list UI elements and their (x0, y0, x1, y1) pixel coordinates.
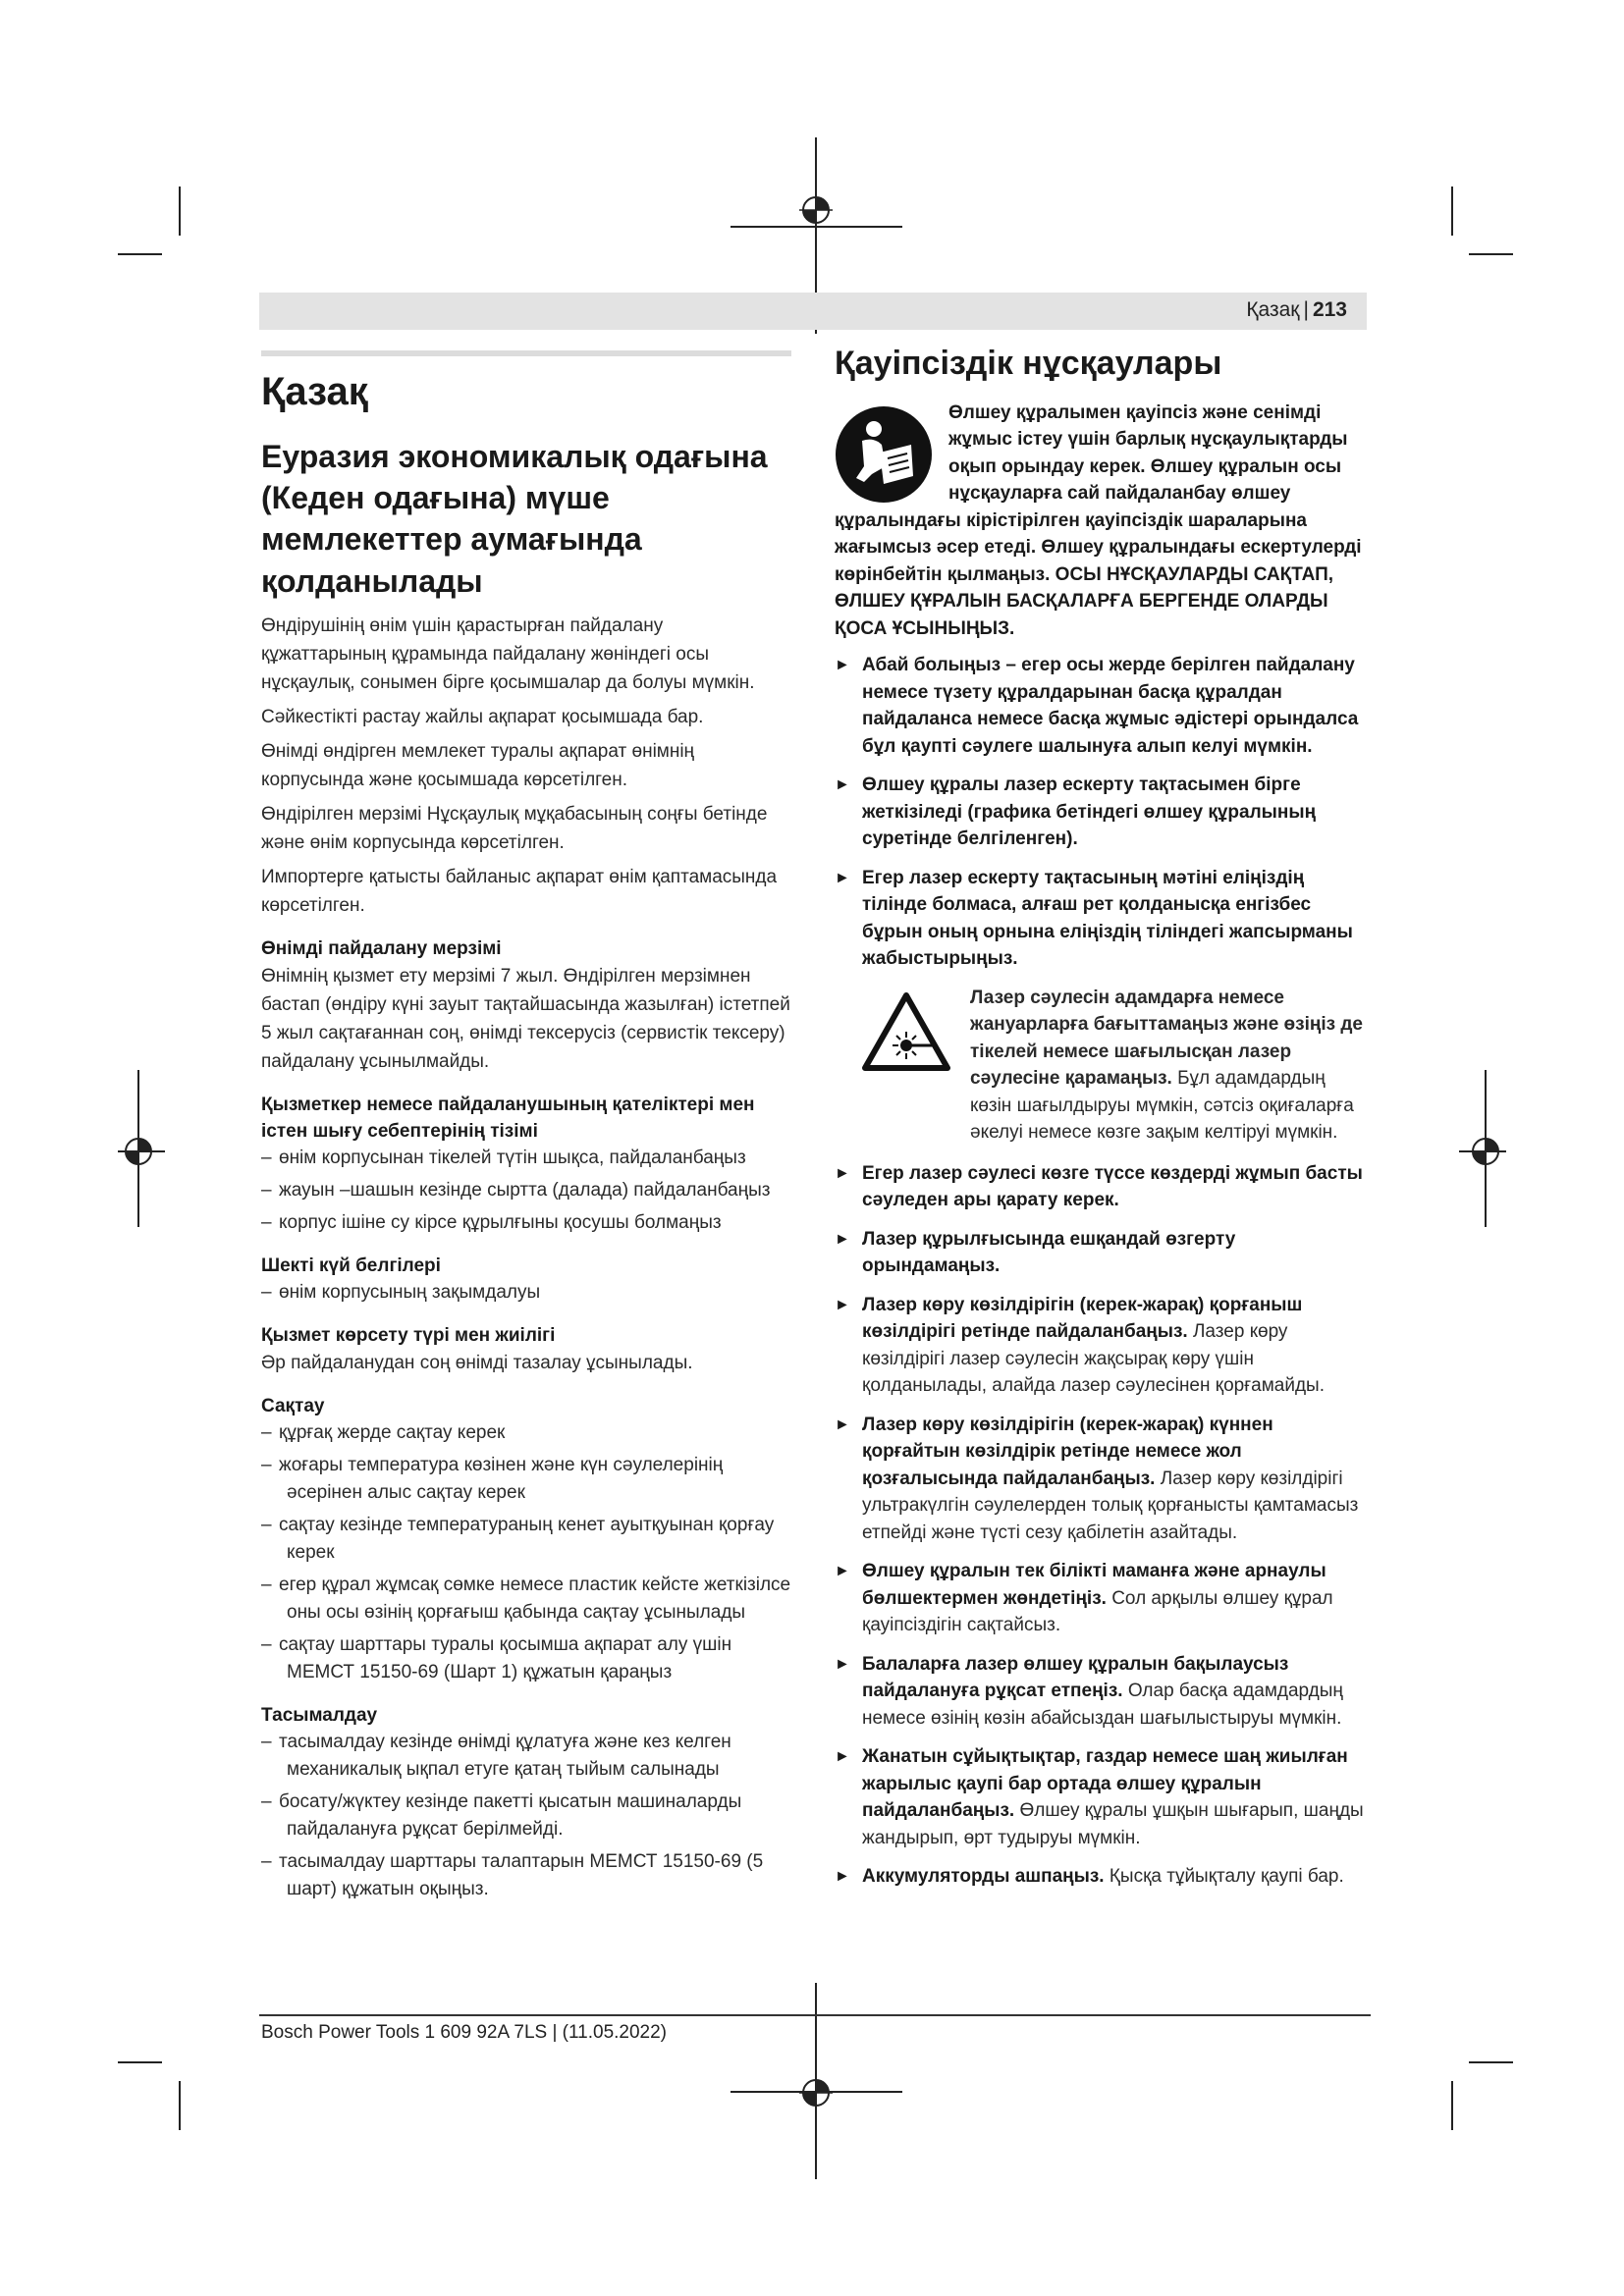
list-item: ► Балаларға лазер өлшеу құралын бақылаусыз пайдалануға рұқсат етпеңіз. Олар басқа адамдардың немесе өзінің көзін абайсыздан шағылыстыруы мүмкін. (835, 1651, 1371, 1733)
safety-list-a (835, 652, 1371, 973)
safety-intro (835, 400, 1371, 643)
intro-paragraph: Өндірілген мерзімі Нұсқаулық мұқабасының соңғы бетінде және өнім корпусында көрсетілген. (261, 803, 768, 853)
list-item: – сақтау кезінде температураның кенет ауытқуынан қорғау керек (261, 1514, 775, 1563)
list-item: ► Лазер көру көзілдірігін (керек-жарақ) күннен қорғайтын көзілдірік ретінде немесе жол қозғалысында пайдаланбаңыз. Лазер көру көзілдірігі ультракүлгін сәулелерден толық қорғанысты қамтамасыз етпейді және түсті сезу қабілетін азайтады. (835, 1412, 1371, 1547)
laser-warning-text: Лазер сәулесін адамдарға немесе жануарларға бағыттамаңыз және өзіңіз де тікелей немесе шағылысқан лазер сәулесіне қарамаңыз. Бұл адамдардың көзін шағылдыруы мүмкін, сәтсіз оқиғаларға әкелуі немесе көзге зақым келтіруі мүмкін. (970, 987, 1363, 1144)
failure-list (261, 1145, 791, 1237)
list-item: – босату/жүктеу кезінде пакетті қысатын машиналарды пайдалануға рұқсат берілмейді. (261, 1790, 742, 1840)
list-item: ► Өлшеу құралы лазер ескерту тақтасымен бірге жеткізіледі (графика бетіндегі өлшеу құралының суретінде белгіленген). (835, 772, 1371, 853)
bullet-arrow-icon: ► (835, 1655, 850, 1673)
bullet-arrow-icon: ► (835, 1563, 850, 1580)
storage-list (261, 1419, 791, 1686)
bullet-arrow-icon: ► (835, 1296, 850, 1313)
crop-mark (1451, 2081, 1453, 2130)
transport-list (261, 1729, 791, 1903)
service-heading: Қызмет көрсету түрі мен жиілігі (261, 1324, 556, 1346)
page-number: 213 (1312, 298, 1347, 321)
bullet-arrow-icon: ► (835, 1748, 850, 1766)
read-manual-icon (835, 405, 933, 504)
registration-mark-icon (799, 193, 833, 227)
list-item: – құрғақ жерде сақтау керек (261, 1421, 506, 1443)
list-item: – өнім корпусынан тікелей түтін шықса, пайдаланбаңыз (261, 1147, 746, 1168)
bullet-arrow-icon: ► (835, 869, 850, 886)
list-item: – өнім корпусының зақымдалуы (261, 1281, 541, 1303)
intro-paragraph: Импортерге қатысты байланыс ақпарат өнім қаптамасында көрсетілген. (261, 866, 778, 916)
limit-list (261, 1279, 791, 1307)
list-item: ► Егер лазер ескерту тақтасының мәтіні еліңіздің тілінде болмаса, алғаш рет қолданысқа енгізбес бұрын оның орнына еліңіздің тіліндегі жапсырманы жабыстырыңыз. (835, 865, 1371, 973)
intro-paragraph: Өндірушінің өнім үшін қарастырған пайдалану құжаттарының құрамында пайдалану жөніндегі осы нұсқаулық, сонымен бірге қосымшалар да болуы мүмкін. (261, 614, 755, 693)
list-item: – тасымалдау шарттары талаптарын МЕМСТ 15150-69 (5 шарт) құжатын оқыңыз. (261, 1850, 764, 1899)
bullet-arrow-icon: ► (835, 1164, 850, 1182)
page-header (259, 293, 1367, 330)
header-label (1246, 298, 1347, 322)
crop-mark (118, 2061, 162, 2063)
list-item: ► Жанатын сұйықтықтар, газдар немесе шаң жиылған жарылыс қаупі бар ортада өлшеу құралын пайдаланбаңыз. Өлшеу құралы ұшқын шығарып, шаңды жандырып, өрт тудыруы мүмкін. (835, 1743, 1371, 1851)
intro-paragraph: Сәйкестікті растау жайлы ақпарат қосымшада бар. (261, 706, 704, 727)
list-item: ► Лазер құрылғысында ешқандай өзгерту орындамаңыз. (835, 1226, 1371, 1280)
crop-mark (1469, 2061, 1513, 2063)
language-title: Қазақ (261, 370, 368, 413)
bullet-arrow-icon: ► (835, 657, 850, 674)
registration-mark-icon (122, 1135, 155, 1168)
list-item: ► Егер лазер сәулесі көзге түссе көздерді жұмып басты сәуледен ары қарату керек. (835, 1160, 1371, 1214)
laser-warning (862, 985, 1371, 1147)
header-section: Қазақ (1246, 298, 1300, 321)
list-item: – сақтау шарттары туралы қосымша ақпарат алу үшін МЕМСТ 15150-69 (Шарт 1) құжатын қараңыз (261, 1633, 732, 1682)
bullet-arrow-icon: ► (835, 776, 850, 794)
crop-mark (118, 253, 162, 255)
left-column (261, 349, 791, 1908)
list-item: ► Өлшеу құралын тек білікті маманға және арнаулы бөлшектермен жөндетіңіз. Сол арқылы өлшеу құрал қауіпсіздігін сақтайсыз. (835, 1558, 1371, 1639)
bullet-arrow-icon: ► (835, 1415, 850, 1433)
bullet-arrow-icon: ► (835, 1868, 850, 1886)
registration-mark-icon (799, 2076, 833, 2109)
safety-intro-text: Өлшеу құралымен қауіпсіз және сенімді жұмыс істеу үшін барлық нұсқаулықтарды оқып орындау керек. Өлшеу құралын осы нұсқауларға сай пайдаланбау өлшеу құралындағы кірістірілген қауіпсіздік шараларына жағымсыз әсер етеді. Өлшеу құралындағы ескертулерді көрінбейтін қылмаңыз. ОСЫ НҰСҚАУЛАРДЫ САҚТАП, ӨЛШЕУ ҚҰРАЛЫН БАСҚАЛАРҒА БЕРГЕНДЕ ОЛАРДЫ ҚОСА ҰСЫНЫҢЫЗ. (835, 401, 1362, 639)
list-item: ► Аккумуляторды ашпаңыз. Қысқа тұйықталу қаупі бар. (835, 1863, 1371, 1891)
limit-heading: Шекті күй белгілері (261, 1255, 441, 1276)
right-column (835, 345, 1371, 1902)
safety-list-b (835, 1160, 1371, 1891)
crop-mark (1451, 187, 1453, 236)
crop-mark (179, 187, 181, 236)
transport-heading: Тасымалдау (261, 1704, 378, 1726)
registration-mark-icon (1469, 1135, 1502, 1168)
bullet-arrow-icon: ► (835, 1230, 850, 1248)
list-item: – жауын –шашын кезінде сыртта (далада) пайдаланбаңыз (261, 1179, 771, 1201)
failure-heading: Қызметкер немесе пайдаланушының қателіктері мен істен шығу себептерінің тізімі (261, 1094, 755, 1142)
crop-mark (1469, 253, 1513, 255)
footer-rule (259, 2014, 1371, 2016)
list-item: – жоғары температура көзінен және күн сәулелерінің әсерінен алыс сақтау керек (261, 1454, 724, 1503)
footer-text: Bosch Power Tools 1 609 92A 7LS | (11.05.2022) (261, 2022, 668, 2043)
list-item: ► Лазер көру көзілдірігін (керек-жарақ) қорғаныш көзілдірігі ретінде пайдаланбаңыз. Лазер көру көзілдірігі лазер сәулесін жақсырақ көру үшін қолданылады, алайда лазер сәулесінен қорғамайды. (835, 1292, 1371, 1400)
crop-mark (179, 2081, 181, 2130)
service-text: Әр пайдаланудан соң өнімді тазалау ұсынылады. (261, 1352, 693, 1373)
header-separator: | (1303, 298, 1309, 321)
life-heading: Өнімді пайдалану мерзімі (261, 937, 502, 959)
life-text: Өнімнің қызмет ету мерзімі 7 жыл. Өндірілген мерзімнен бастап (өндіру күні зауыт тақтайшасында жазылған) істетпей 5 жыл сақтағаннан соң, өнімді тексерусіз (сервистік тексеру) пайдалану ұсынылмайды. (261, 965, 790, 1072)
list-item: – тасымалдау кезінде өнімді құлатуға және кез келген механикалық ықпал етуге қатаң тыйым салынады (261, 1731, 731, 1780)
region-heading: Еуразия экономикалық одағына (Кеден одағына) мүше мемлекеттер аумағында қолданылады (261, 439, 768, 599)
list-item: ► Абай болыңыз – егер осы жерде берілген пайдалану немесе түзету құралдарынан басқа құралдан пайдаланса немесе басқа жұмыс әдістері орындалса бұл қаупті сәулеге шалынуға алып келуі мүмкін. (835, 652, 1371, 760)
list-item: – егер құрал жұмсақ сөмке немесе пластик кейсте жеткізілсе оны осы өзінің қорғағыш қабында сақтау ұсынылады (261, 1574, 791, 1623)
safety-title: Қауіпсіздік нұсқаулары (835, 345, 1222, 382)
list-item: – корпус ішіне су кірсе құрылғыны қосушы болмаңыз (261, 1211, 722, 1233)
laser-warning-icon (862, 992, 950, 1071)
intro-paragraph: Өнімді өндірген мемлекет туралы ақпарат өнімнің корпусында және қосымшада көрсетілген. (261, 740, 695, 790)
storage-heading: Сақтау (261, 1395, 325, 1416)
